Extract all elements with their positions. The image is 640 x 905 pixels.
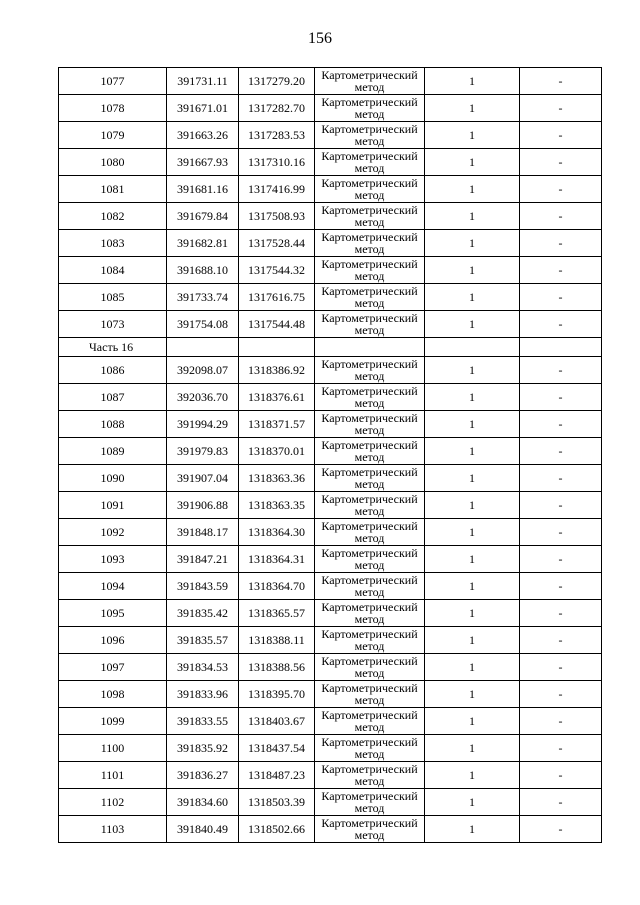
table-row: [59, 708, 602, 735]
point-number-cell: 1092: [59, 519, 167, 546]
method-text: Картометрический метод: [321, 681, 418, 707]
method-cell: [315, 465, 425, 492]
y-coordinate-cell: 1317283.53: [239, 122, 315, 149]
x-coordinate-cell: 391843.59: [167, 573, 239, 600]
x-coordinate-cell: 391834.53: [167, 654, 239, 681]
point-number-cell: 1098: [59, 681, 167, 708]
accuracy-cell: 1: [425, 573, 520, 600]
point-number-cell: 1100: [59, 735, 167, 762]
note-cell: -: [520, 257, 602, 284]
accuracy-cell: 1: [425, 284, 520, 311]
y-coordinate-cell: 1318502.66: [239, 816, 315, 843]
method-text: Картометрический метод: [321, 176, 418, 202]
table-row: [59, 122, 602, 149]
x-coordinate-cell: 391835.57: [167, 627, 239, 654]
y-coordinate-cell: 1318403.67: [239, 708, 315, 735]
point-number-cell: 1090: [59, 465, 167, 492]
table-row: [59, 176, 602, 203]
table-row: [59, 357, 602, 384]
point-number-cell: 1089: [59, 438, 167, 465]
point-number-cell: 1097: [59, 654, 167, 681]
method-text: Картометрический метод: [321, 735, 418, 761]
method-text: Картометрический метод: [321, 357, 418, 383]
x-coordinate-cell: 391848.17: [167, 519, 239, 546]
accuracy-cell: 1: [425, 95, 520, 122]
method-text: Картометрический метод: [321, 203, 418, 229]
method-text: Картометрический метод: [321, 573, 418, 599]
method-text: Картометрический метод: [321, 789, 418, 815]
method-cell: [315, 546, 425, 573]
method-text: Картометрический метод: [321, 654, 418, 680]
x-coordinate-cell: 391671.01: [167, 95, 239, 122]
x-coordinate-cell: 391834.60: [167, 789, 239, 816]
x-coordinate-cell: 391663.26: [167, 122, 239, 149]
y-coordinate-cell: 1318370.01: [239, 438, 315, 465]
method-text: Картометрический метод: [321, 149, 418, 175]
method-text: Картометрический метод: [321, 411, 418, 437]
note-cell: -: [520, 149, 602, 176]
y-coordinate-cell: 1317279.20: [239, 68, 315, 95]
method-text: Картометрический метод: [321, 438, 418, 464]
table-row: [59, 627, 602, 654]
point-number-cell: 1094: [59, 573, 167, 600]
y-coordinate-cell: 1318363.36: [239, 465, 315, 492]
note-cell: -: [520, 519, 602, 546]
method-cell: [315, 176, 425, 203]
accuracy-cell: 1: [425, 149, 520, 176]
y-coordinate-cell: 1317616.75: [239, 284, 315, 311]
method-text: Картометрический метод: [321, 465, 418, 491]
note-cell: -: [520, 708, 602, 735]
table-row: [59, 681, 602, 708]
method-text: Картометрический метод: [321, 68, 418, 94]
note-cell: -: [520, 627, 602, 654]
method-cell: [315, 68, 425, 95]
empty-cell: [315, 338, 425, 357]
table-row: [59, 465, 602, 492]
accuracy-cell: 1: [425, 384, 520, 411]
y-coordinate-cell: 1318363.35: [239, 492, 315, 519]
method-text: Картометрический метод: [321, 762, 418, 788]
table-row: [59, 438, 602, 465]
point-number-cell: 1086: [59, 357, 167, 384]
method-text: Картометрический метод: [321, 122, 418, 148]
accuracy-cell: 1: [425, 203, 520, 230]
table-row: [59, 546, 602, 573]
coordinates-table: [58, 67, 602, 843]
note-cell: -: [520, 203, 602, 230]
accuracy-cell: 1: [425, 681, 520, 708]
x-coordinate-cell: 391907.04: [167, 465, 239, 492]
accuracy-cell: 1: [425, 122, 520, 149]
y-coordinate-cell: 1318395.70: [239, 681, 315, 708]
table-row: [59, 735, 602, 762]
method-cell: [315, 203, 425, 230]
y-coordinate-cell: 1318364.31: [239, 546, 315, 573]
x-coordinate-cell: 391847.21: [167, 546, 239, 573]
note-cell: -: [520, 465, 602, 492]
table-row: [59, 654, 602, 681]
accuracy-cell: 1: [425, 708, 520, 735]
method-cell: [315, 708, 425, 735]
method-cell: [315, 438, 425, 465]
x-coordinate-cell: 391833.55: [167, 708, 239, 735]
accuracy-cell: 1: [425, 411, 520, 438]
note-cell: -: [520, 176, 602, 203]
method-cell: [315, 789, 425, 816]
accuracy-cell: 1: [425, 789, 520, 816]
empty-cell: [520, 338, 602, 357]
method-cell: [315, 357, 425, 384]
method-text: Картометрический метод: [321, 257, 418, 283]
method-cell: [315, 735, 425, 762]
accuracy-cell: 1: [425, 230, 520, 257]
x-coordinate-cell: 392098.07: [167, 357, 239, 384]
x-coordinate-cell: 391731.11: [167, 68, 239, 95]
x-coordinate-cell: 391754.08: [167, 311, 239, 338]
y-coordinate-cell: 1318364.30: [239, 519, 315, 546]
table-row: [59, 492, 602, 519]
y-coordinate-cell: 1317544.32: [239, 257, 315, 284]
note-cell: -: [520, 357, 602, 384]
accuracy-cell: 1: [425, 492, 520, 519]
table-row: [59, 95, 602, 122]
accuracy-cell: 1: [425, 816, 520, 843]
point-number-cell: 1088: [59, 411, 167, 438]
accuracy-cell: 1: [425, 600, 520, 627]
method-cell: [315, 95, 425, 122]
table-row: [59, 284, 602, 311]
note-cell: -: [520, 735, 602, 762]
note-cell: -: [520, 230, 602, 257]
method-cell: [315, 816, 425, 843]
x-coordinate-cell: 391840.49: [167, 816, 239, 843]
x-coordinate-cell: 391994.29: [167, 411, 239, 438]
table-row: [59, 384, 602, 411]
coordinates-table-body: [59, 68, 602, 843]
note-cell: -: [520, 573, 602, 600]
note-cell: -: [520, 816, 602, 843]
method-text: Картометрический метод: [321, 546, 418, 572]
x-coordinate-cell: 392036.70: [167, 384, 239, 411]
y-coordinate-cell: 1318371.57: [239, 411, 315, 438]
accuracy-cell: 1: [425, 176, 520, 203]
point-number-cell: 1083: [59, 230, 167, 257]
point-number-cell: 1078: [59, 95, 167, 122]
accuracy-cell: 1: [425, 654, 520, 681]
note-cell: -: [520, 284, 602, 311]
y-coordinate-cell: 1318503.39: [239, 789, 315, 816]
table-row: [59, 311, 602, 338]
table-row: [59, 203, 602, 230]
accuracy-cell: 1: [425, 357, 520, 384]
accuracy-cell: 1: [425, 465, 520, 492]
y-coordinate-cell: 1318364.70: [239, 573, 315, 600]
point-number-cell: 1099: [59, 708, 167, 735]
section-label: Часть 16: [59, 338, 167, 357]
table-row: [59, 519, 602, 546]
empty-cell: [167, 338, 239, 357]
accuracy-cell: 1: [425, 627, 520, 654]
point-number-cell: 1091: [59, 492, 167, 519]
y-coordinate-cell: 1317544.48: [239, 311, 315, 338]
table-row: [59, 816, 602, 843]
method-cell: [315, 600, 425, 627]
x-coordinate-cell: 391681.16: [167, 176, 239, 203]
method-text: Картометрический метод: [321, 519, 418, 545]
method-cell: [315, 122, 425, 149]
x-coordinate-cell: 391688.10: [167, 257, 239, 284]
table-row: [59, 762, 602, 789]
page-number: 156: [308, 30, 332, 47]
point-number-cell: 1084: [59, 257, 167, 284]
accuracy-cell: 1: [425, 546, 520, 573]
note-cell: -: [520, 492, 602, 519]
table-row: [59, 411, 602, 438]
accuracy-cell: 1: [425, 438, 520, 465]
point-number-cell: 1095: [59, 600, 167, 627]
x-coordinate-cell: 391833.96: [167, 681, 239, 708]
x-coordinate-cell: 391836.27: [167, 762, 239, 789]
point-number-cell: 1082: [59, 203, 167, 230]
method-text: Картометрический метод: [321, 230, 418, 256]
note-cell: -: [520, 95, 602, 122]
table-row: [59, 789, 602, 816]
method-cell: [315, 284, 425, 311]
method-cell: [315, 681, 425, 708]
method-cell: [315, 492, 425, 519]
method-cell: [315, 519, 425, 546]
note-cell: -: [520, 789, 602, 816]
method-cell: [315, 311, 425, 338]
accuracy-cell: 1: [425, 68, 520, 95]
method-cell: [315, 654, 425, 681]
point-number-cell: 1077: [59, 68, 167, 95]
note-cell: -: [520, 384, 602, 411]
section-row: [59, 338, 602, 357]
method-cell: [315, 411, 425, 438]
method-text: Картометрический метод: [321, 95, 418, 121]
x-coordinate-cell: 391835.42: [167, 600, 239, 627]
accuracy-cell: 1: [425, 762, 520, 789]
table-row: [59, 600, 602, 627]
point-number-cell: 1087: [59, 384, 167, 411]
point-number-cell: 1080: [59, 149, 167, 176]
table-row: [59, 257, 602, 284]
method-text: Картометрический метод: [321, 492, 418, 518]
x-coordinate-cell: 391667.93: [167, 149, 239, 176]
x-coordinate-cell: 391906.88: [167, 492, 239, 519]
note-cell: -: [520, 438, 602, 465]
y-coordinate-cell: 1318487.23: [239, 762, 315, 789]
note-cell: -: [520, 411, 602, 438]
method-cell: [315, 384, 425, 411]
y-coordinate-cell: 1317416.99: [239, 176, 315, 203]
method-cell: [315, 149, 425, 176]
method-text: Картометрический метод: [321, 627, 418, 653]
x-coordinate-cell: 391733.74: [167, 284, 239, 311]
method-cell: [315, 762, 425, 789]
method-text: Картометрический метод: [321, 708, 418, 734]
note-cell: -: [520, 762, 602, 789]
point-number-cell: 1085: [59, 284, 167, 311]
y-coordinate-cell: 1318388.56: [239, 654, 315, 681]
table-row: [59, 230, 602, 257]
point-number-cell: 1081: [59, 176, 167, 203]
y-coordinate-cell: 1318437.54: [239, 735, 315, 762]
method-cell: [315, 257, 425, 284]
point-number-cell: 1093: [59, 546, 167, 573]
x-coordinate-cell: 391835.92: [167, 735, 239, 762]
note-cell: -: [520, 68, 602, 95]
point-number-cell: 1073: [59, 311, 167, 338]
method-text: Картометрический метод: [321, 311, 418, 337]
note-cell: -: [520, 122, 602, 149]
method-cell: [315, 627, 425, 654]
y-coordinate-cell: 1317282.70: [239, 95, 315, 122]
accuracy-cell: 1: [425, 735, 520, 762]
accuracy-cell: 1: [425, 519, 520, 546]
point-number-cell: 1096: [59, 627, 167, 654]
point-number-cell: 1079: [59, 122, 167, 149]
point-number-cell: 1102: [59, 789, 167, 816]
method-cell: [315, 230, 425, 257]
x-coordinate-cell: 391679.84: [167, 203, 239, 230]
table-row: [59, 149, 602, 176]
method-cell: [315, 573, 425, 600]
y-coordinate-cell: 1317528.44: [239, 230, 315, 257]
note-cell: -: [520, 600, 602, 627]
note-cell: -: [520, 654, 602, 681]
accuracy-cell: 1: [425, 257, 520, 284]
y-coordinate-cell: 1318388.11: [239, 627, 315, 654]
x-coordinate-cell: 391979.83: [167, 438, 239, 465]
table-row: [59, 573, 602, 600]
point-number-cell: 1101: [59, 762, 167, 789]
y-coordinate-cell: 1318376.61: [239, 384, 315, 411]
y-coordinate-cell: 1317310.16: [239, 149, 315, 176]
accuracy-cell: 1: [425, 311, 520, 338]
point-number-cell: 1103: [59, 816, 167, 843]
method-text: Картометрический метод: [321, 384, 418, 410]
x-coordinate-cell: 391682.81: [167, 230, 239, 257]
note-cell: -: [520, 681, 602, 708]
y-coordinate-cell: 1318386.92: [239, 357, 315, 384]
empty-cell: [425, 338, 520, 357]
method-text: Картометрический метод: [321, 600, 418, 626]
note-cell: -: [520, 311, 602, 338]
empty-cell: [239, 338, 315, 357]
y-coordinate-cell: 1317508.93: [239, 203, 315, 230]
method-text: Картометрический метод: [321, 816, 418, 842]
method-text: Картометрический метод: [321, 284, 418, 310]
note-cell: -: [520, 546, 602, 573]
table-row: [59, 68, 602, 95]
y-coordinate-cell: 1318365.57: [239, 600, 315, 627]
